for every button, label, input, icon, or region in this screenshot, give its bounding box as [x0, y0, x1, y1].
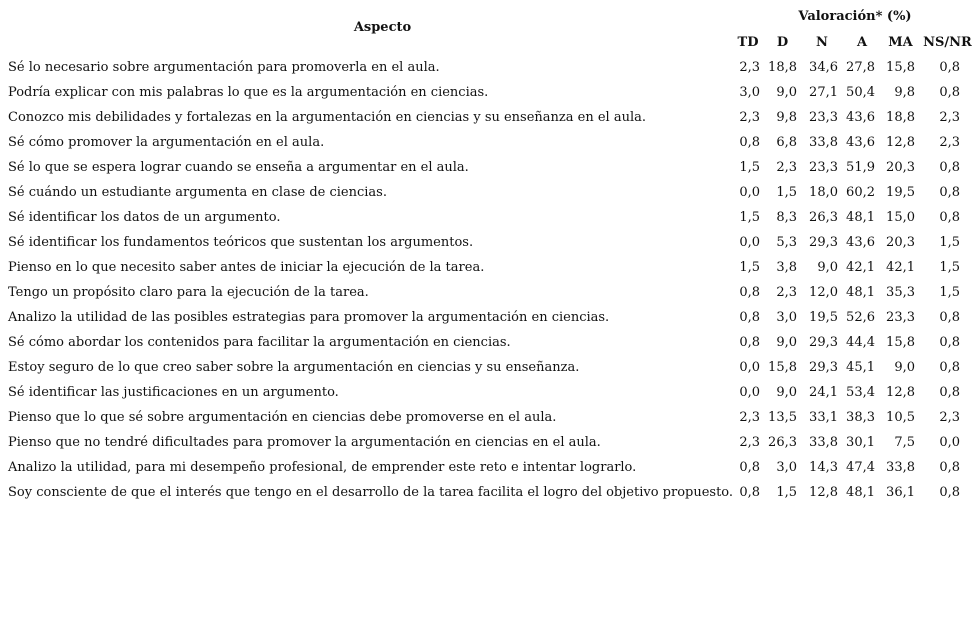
- value-cell-a: 47,4: [846, 460, 875, 475]
- table-row: [0, 155, 980, 180]
- value-cell-nsnr: 0,8: [939, 60, 960, 75]
- value-cell-a: 43,6: [846, 235, 875, 250]
- value-cell-a: 48,1: [846, 485, 875, 500]
- value-cell-td: 2,3: [739, 110, 760, 125]
- value-cell-n: 33,8: [809, 135, 838, 150]
- value-cell-d: 3,8: [776, 260, 797, 275]
- value-cell-nsnr: 0,8: [939, 460, 960, 475]
- value-cell-a: 44,4: [846, 335, 875, 350]
- value-cell-nsnr: 0,8: [939, 185, 960, 200]
- table-row: [0, 380, 980, 405]
- value-cell-a: 48,1: [846, 285, 875, 300]
- value-cell-nsnr: 0,8: [939, 210, 960, 225]
- value-cell-td: 2,3: [739, 410, 760, 425]
- value-cell-n: 23,3: [809, 110, 838, 125]
- value-cell-a: 50,4: [846, 85, 875, 100]
- value-cell-a: 43,6: [846, 110, 875, 125]
- aspect-cell: Sé cómo promover la argumentación en el aula.: [8, 135, 325, 150]
- value-cell-d: 26,3: [768, 435, 797, 450]
- column-header-ma: MA: [888, 35, 913, 50]
- table-row: [0, 405, 980, 430]
- value-cell-ma: 33,8: [886, 460, 915, 475]
- value-cell-ma: 12,8: [886, 135, 915, 150]
- aspect-cell: Podría explicar con mis palabras lo que es la argumentación en ciencias.: [8, 85, 489, 100]
- valuation-header: Valoración* (%): [798, 9, 912, 24]
- value-cell-d: 1,5: [776, 485, 797, 500]
- value-cell-ma: 9,8: [894, 85, 915, 100]
- value-cell-td: 0,8: [739, 310, 760, 325]
- value-cell-ma: 18,8: [886, 110, 915, 125]
- aspect-cell: Sé lo necesario sobre argumentación para promoverla en el aula.: [8, 60, 440, 75]
- value-cell-nsnr: 2,3: [939, 135, 960, 150]
- value-cell-n: 24,1: [809, 385, 838, 400]
- aspect-cell: Analizo la utilidad de las posibles estrategias para promover la argumentación en ciencias.: [8, 310, 610, 325]
- value-cell-ma: 15,0: [886, 210, 915, 225]
- value-cell-n: 14,3: [809, 460, 838, 475]
- value-cell-nsnr: 0,8: [939, 360, 960, 375]
- value-cell-a: 45,1: [846, 360, 875, 375]
- value-cell-ma: 15,8: [886, 60, 915, 75]
- value-cell-td: 0,0: [739, 385, 760, 400]
- value-cell-d: 3,0: [776, 460, 797, 475]
- table-row: [0, 280, 980, 305]
- aspect-cell: Pienso en lo que necesito saber antes de iniciar la ejecución de la tarea.: [8, 260, 485, 275]
- value-cell-nsnr: 0,8: [939, 310, 960, 325]
- aspect-cell: Estoy seguro de lo que creo saber sobre la argumentación en ciencias y su enseñanza.: [8, 360, 580, 375]
- value-cell-nsnr: 1,5: [939, 260, 960, 275]
- value-cell-d: 6,8: [776, 135, 797, 150]
- value-cell-ma: 19,5: [886, 185, 915, 200]
- value-cell-ma: 20,3: [886, 160, 915, 175]
- value-cell-d: 2,3: [776, 285, 797, 300]
- value-cell-td: 0,0: [739, 360, 760, 375]
- table-row: [0, 180, 980, 205]
- value-cell-a: 51,9: [846, 160, 875, 175]
- value-cell-td: 0,0: [739, 235, 760, 250]
- value-cell-nsnr: 0,8: [939, 385, 960, 400]
- aspect-cell: Pienso que lo que sé sobre argumentación en ciencias debe promoverse en el aula.: [8, 410, 557, 425]
- value-cell-nsnr: 1,5: [939, 235, 960, 250]
- value-cell-n: 23,3: [809, 160, 838, 175]
- value-cell-a: 53,4: [846, 385, 875, 400]
- value-cell-d: 3,0: [776, 310, 797, 325]
- value-cell-a: 48,1: [846, 210, 875, 225]
- column-header-td: TD: [737, 35, 759, 50]
- value-cell-td: 2,3: [739, 435, 760, 450]
- value-cell-n: 26,3: [809, 210, 838, 225]
- table-row: [0, 430, 980, 455]
- value-cell-ma: 7,5: [894, 435, 915, 450]
- value-cell-a: 60,2: [846, 185, 875, 200]
- table-row: [0, 230, 980, 255]
- aspect-cell: Sé identificar los datos de un argumento.: [8, 210, 281, 225]
- aspect-cell: Sé cómo abordar los contenidos para facilitar la argumentación en ciencias.: [8, 335, 511, 350]
- value-cell-n: 29,3: [809, 360, 838, 375]
- value-cell-ma: 36,1: [886, 485, 915, 500]
- column-header-d: D: [776, 35, 789, 50]
- value-cell-nsnr: 0,8: [939, 335, 960, 350]
- value-cell-td: 0,8: [739, 285, 760, 300]
- value-cell-n: 9,0: [817, 260, 838, 275]
- value-cell-n: 27,1: [809, 85, 838, 100]
- column-header-n: N: [816, 35, 828, 50]
- table-row: [0, 55, 980, 80]
- value-cell-n: 33,1: [809, 410, 838, 425]
- value-cell-n: 33,8: [809, 435, 838, 450]
- aspect-cell: Tengo un propósito claro para la ejecución de la tarea.: [8, 285, 369, 300]
- table-row: [0, 455, 980, 480]
- value-cell-n: 12,0: [809, 285, 838, 300]
- value-cell-ma: 20,3: [886, 235, 915, 250]
- value-cell-td: 0,8: [739, 485, 760, 500]
- value-cell-d: 13,5: [768, 410, 797, 425]
- value-cell-n: 29,3: [809, 335, 838, 350]
- value-cell-td: 0,8: [739, 135, 760, 150]
- value-cell-nsnr: 0,8: [939, 160, 960, 175]
- value-cell-ma: 10,5: [886, 410, 915, 425]
- value-cell-td: 0,0: [739, 185, 760, 200]
- value-cell-a: 27,8: [846, 60, 875, 75]
- table-row: [0, 355, 980, 380]
- value-cell-nsnr: 0,8: [939, 485, 960, 500]
- value-cell-n: 18,0: [809, 185, 838, 200]
- value-cell-a: 42,1: [846, 260, 875, 275]
- value-cell-nsnr: 1,5: [939, 285, 960, 300]
- value-cell-td: 1,5: [739, 260, 760, 275]
- column-header-a: A: [856, 35, 868, 50]
- value-cell-n: 19,5: [809, 310, 838, 325]
- table-row: [0, 330, 980, 355]
- table-row: [0, 105, 980, 130]
- aspect-cell: Sé lo que se espera lograr cuando se enseña a argumentar en el aula.: [8, 160, 469, 175]
- table-row: [0, 480, 980, 505]
- aspect-header: Aspecto: [353, 20, 412, 35]
- value-cell-td: 1,5: [739, 210, 760, 225]
- aspect-cell: Sé cuándo un estudiante argumenta en clase de ciencias.: [8, 185, 387, 200]
- value-cell-td: 1,5: [739, 160, 760, 175]
- value-cell-n: 29,3: [809, 235, 838, 250]
- value-cell-td: 2,3: [739, 60, 760, 75]
- aspect-cell: Pienso que no tendré dificultades para promover la argumentación en ciencias en el aula.: [8, 435, 601, 450]
- value-cell-ma: 15,8: [886, 335, 915, 350]
- aspect-cell: Soy consciente de que el interés que tengo en el desarrollo de la tarea facilita el logro del objetivo propuesto.: [8, 485, 734, 500]
- value-cell-td: 0,8: [739, 335, 760, 350]
- value-cell-d: 1,5: [776, 185, 797, 200]
- value-cell-ma: 42,1: [886, 260, 915, 275]
- value-cell-td: 0,8: [739, 460, 760, 475]
- value-cell-d: 9,0: [776, 335, 797, 350]
- aspect-cell: Conozco mis debilidades y fortalezas en la argumentación en ciencias y su enseñanza en el aula.: [8, 110, 646, 125]
- value-cell-a: 30,1: [846, 435, 875, 450]
- value-cell-d: 9,8: [776, 110, 797, 125]
- value-cell-d: 15,8: [768, 360, 797, 375]
- table-row: [0, 80, 980, 105]
- value-cell-nsnr: 2,3: [939, 410, 960, 425]
- column-header-nsnr: NS/NR: [923, 35, 972, 50]
- table-row: [0, 130, 980, 155]
- aspect-cell: Analizo la utilidad, para mi desempeño profesional, de emprender este reto e intentar lograrlo.: [8, 460, 637, 475]
- value-cell-nsnr: 0,0: [939, 435, 960, 450]
- value-cell-d: 5,3: [776, 235, 797, 250]
- value-cell-nsnr: 2,3: [939, 110, 960, 125]
- value-cell-n: 12,8: [809, 485, 838, 500]
- value-cell-ma: 35,3: [886, 285, 915, 300]
- value-cell-a: 43,6: [846, 135, 875, 150]
- value-cell-nsnr: 0,8: [939, 85, 960, 100]
- value-cell-td: 3,0: [739, 85, 760, 100]
- value-cell-d: 18,8: [768, 60, 797, 75]
- table-row: [0, 255, 980, 280]
- value-cell-a: 38,3: [846, 410, 875, 425]
- value-cell-a: 52,6: [846, 310, 875, 325]
- value-cell-d: 9,0: [776, 85, 797, 100]
- value-cell-ma: 9,0: [894, 360, 915, 375]
- value-cell-d: 2,3: [776, 160, 797, 175]
- table-row: [0, 205, 980, 230]
- table-row: [0, 305, 980, 330]
- value-cell-ma: 12,8: [886, 385, 915, 400]
- value-cell-d: 8,3: [776, 210, 797, 225]
- value-cell-d: 9,0: [776, 385, 797, 400]
- aspect-cell: Sé identificar los fundamentos teóricos que sustentan los argumentos.: [8, 235, 474, 250]
- aspect-cell: Sé identificar las justificaciones en un argumento.: [8, 385, 339, 400]
- value-cell-n: 34,6: [809, 60, 838, 75]
- value-cell-ma: 23,3: [886, 310, 915, 325]
